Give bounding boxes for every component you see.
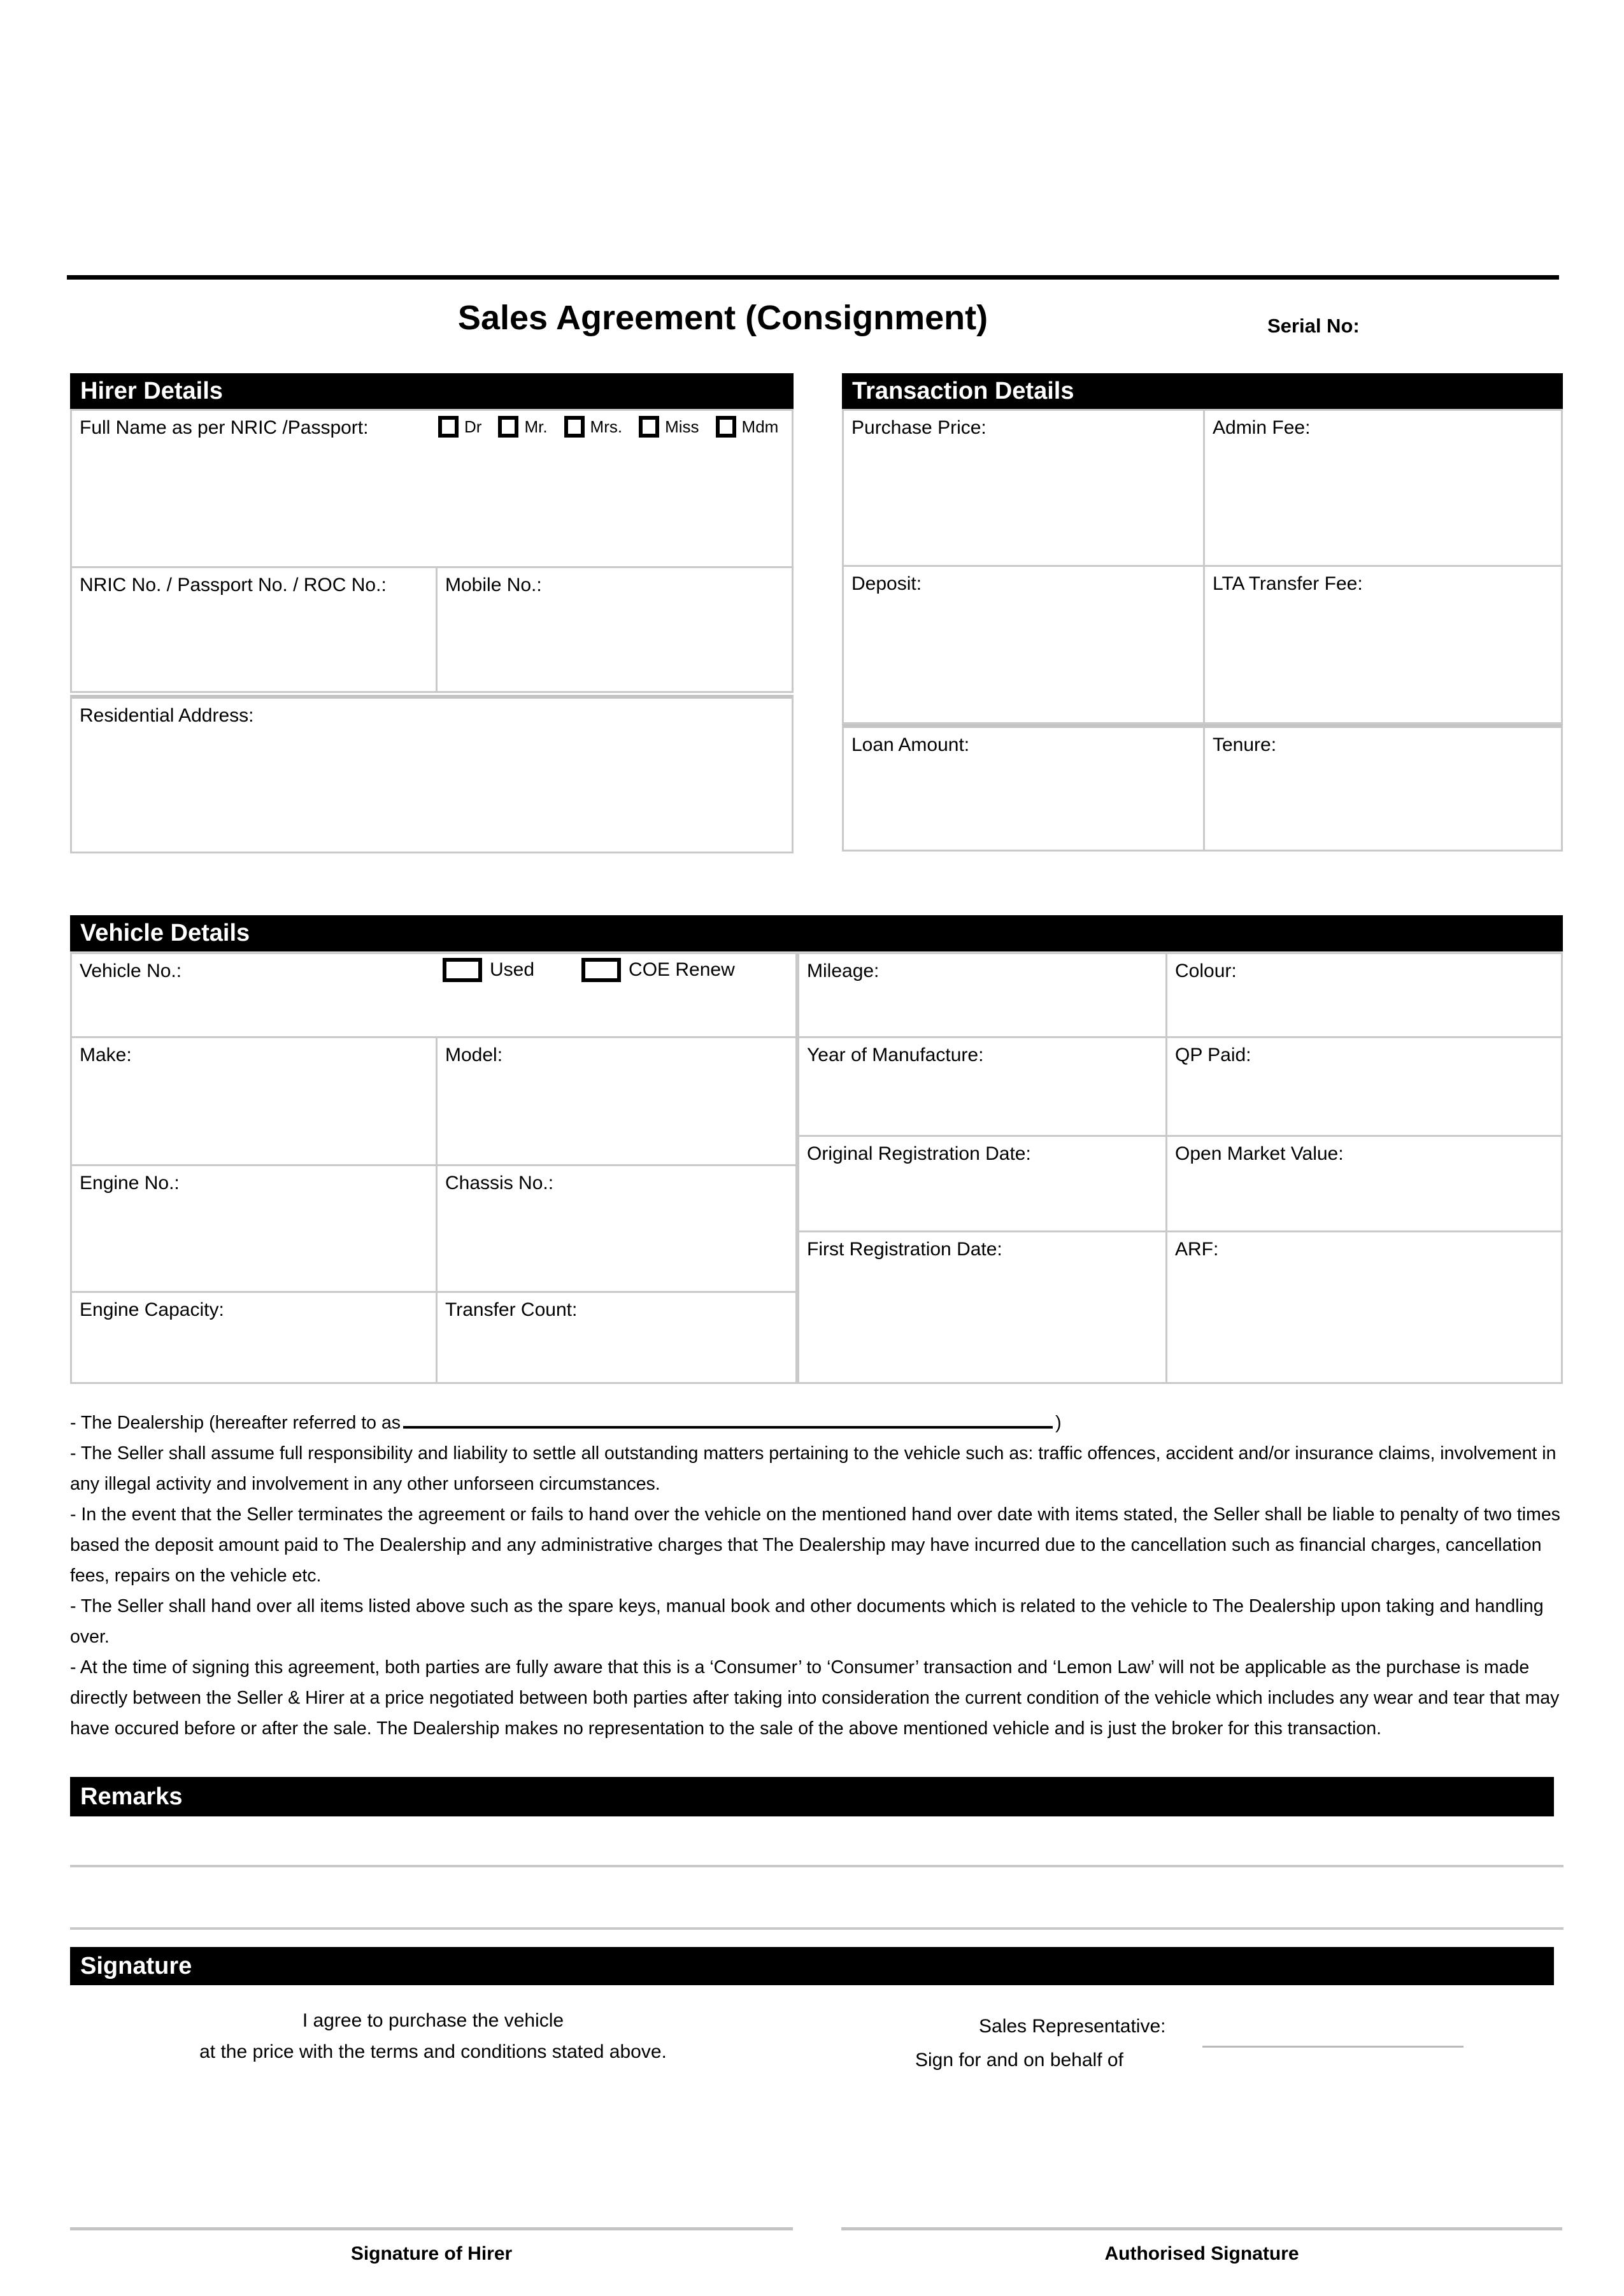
sign-behalf-label: Sign for and on behalf of	[915, 2050, 1123, 2071]
vehicle-details-header: Vehicle Details	[70, 915, 1563, 952]
deposit-cell[interactable]	[842, 565, 1205, 724]
checkbox-icon[interactable]	[716, 416, 736, 438]
mobile-label: Mobile No.:	[445, 574, 542, 595]
full-name-label: Full Name as per NRIC /Passport:	[80, 417, 369, 438]
vehicle-no-label: Vehicle No.:	[80, 960, 182, 981]
terms-clause-3: - The Seller shall hand over all items listed above such as the spare keys, manual book and other documents which is related to the vehicle to The Dealership upon taking and handling over.	[70, 1596, 1544, 1647]
salutation-option-mr[interactable]	[498, 416, 547, 438]
remarks-rule-1[interactable]	[70, 1865, 1563, 1867]
page-title: Sales Agreement (Consignment)	[457, 299, 988, 337]
checkbox-icon[interactable]	[443, 958, 482, 982]
chassis-no-cell[interactable]	[436, 1164, 797, 1293]
transaction-details-header: Transaction Details	[842, 373, 1563, 410]
salutation-option-miss[interactable]	[639, 416, 699, 438]
condition-option-used[interactable]	[443, 958, 534, 982]
signature-header: Signature	[70, 1947, 1554, 1985]
mileage-label: Mileage:	[807, 960, 880, 981]
residential-address-cell[interactable]	[70, 695, 794, 853]
salutation-option-mrs[interactable]	[564, 416, 623, 438]
transfer-count-label: Transfer Count:	[445, 1299, 578, 1320]
sales-representative-line[interactable]	[1202, 2046, 1464, 2048]
agree-line-2: at the price with the terms and conditions stated above.	[199, 2041, 667, 2062]
model-label: Model:	[445, 1045, 503, 1066]
lta-transfer-fee-label: LTA Transfer Fee:	[1213, 573, 1363, 594]
mileage-cell[interactable]	[797, 952, 1167, 1038]
engine-no-label: Engine No.:	[80, 1173, 180, 1194]
sales-representative-label: Sales Representative:	[979, 2016, 1166, 2037]
salutation-option-dr[interactable]	[438, 416, 481, 438]
terms-and-conditions	[70, 1404, 1563, 1744]
loan-amount-cell[interactable]	[842, 724, 1205, 852]
salutation-option-mdm[interactable]	[716, 416, 779, 438]
checkbox-icon[interactable]	[639, 416, 659, 438]
full-name-cell[interactable]	[70, 409, 794, 568]
terms-clause-2: - In the event that the Seller terminates the agreement or fails to hand over the vehicle on the mentioned hand over date with items stated, the Seller shall be liable to penalty of two times based the deposit amount paid to The Dealership and any administrative charges that The Dealership may have incurred due to the cancellation such as financial charges, cancellation fees, repairs on the vehicle etc.	[70, 1504, 1560, 1586]
qp-paid-cell[interactable]	[1165, 1036, 1563, 1137]
make-label: Make:	[80, 1045, 132, 1066]
qp-paid-label: QP Paid:	[1175, 1045, 1251, 1066]
mobile-cell[interactable]	[436, 566, 794, 693]
hirer-details-header: Hirer Details	[70, 373, 794, 410]
checkbox-icon[interactable]	[581, 958, 621, 982]
first-registration-date-label: First Registration Date:	[807, 1239, 1002, 1260]
remarks-rule-2[interactable]	[70, 1927, 1563, 1930]
engine-capacity-label: Engine Capacity:	[80, 1299, 224, 1320]
engine-no-cell[interactable]	[70, 1164, 438, 1293]
purchase-agreement-statement	[115, 2005, 751, 2067]
agree-line-1: I agree to purchase the vehicle	[302, 2010, 564, 2031]
authorised-signature-caption: Authorised Signature	[1104, 2243, 1299, 2264]
hirer-signature-line[interactable]	[70, 2227, 793, 2230]
dealership-clause	[70, 1404, 1563, 1438]
dealership-name-blank[interactable]	[403, 1404, 1053, 1429]
admin-fee-cell[interactable]	[1203, 409, 1563, 567]
salutation-label-miss: Miss	[665, 417, 699, 436]
open-market-value-label: Open Market Value:	[1175, 1143, 1344, 1164]
salutation-label-dr: Dr	[464, 417, 482, 436]
arf-label: ARF:	[1175, 1239, 1219, 1260]
colour-cell[interactable]	[1165, 952, 1563, 1038]
signature-of-hirer-caption: Signature of Hirer	[350, 2243, 513, 2264]
salutation-label-mr: Mr.	[524, 417, 548, 436]
residential-address-label: Residential Address:	[80, 705, 254, 726]
checkbox-icon[interactable]	[564, 416, 585, 438]
vehicle-condition-checkbox-group	[443, 958, 735, 982]
terms-clause-4: - At the time of signing this agreement, both parties are fully aware that this is a ‘Consumer’ to ‘Consumer’ transaction and ‘Lemon Law’ will not be applicable as the purchase is made directly between the Seller & Hirer at a price negotiated between both parties after taking into consideration the current condition of the vehicle which includes any wear and tear that may have occured before or after the sale. The Dealership makes no representation to the sale of the above mentioned vehicle and is just the broker for this transaction.	[70, 1657, 1560, 1739]
arf-cell[interactable]	[1165, 1230, 1563, 1384]
transfer-count-cell[interactable]	[436, 1291, 797, 1384]
salutation-label-mrs: Mrs.	[590, 417, 623, 436]
tenure-cell[interactable]	[1203, 724, 1563, 852]
admin-fee-label: Admin Fee:	[1213, 417, 1311, 438]
first-registration-date-cell[interactable]	[797, 1230, 1167, 1384]
dealership-clause-prefix: - The Dealership (hereafter referred to as	[70, 1413, 401, 1433]
condition-label-coe-renew: COE Renew	[629, 959, 735, 980]
original-registration-date-label: Original Registration Date:	[807, 1143, 1031, 1164]
chassis-no-label: Chassis No.:	[445, 1173, 554, 1194]
loan-amount-label: Loan Amount:	[851, 734, 970, 755]
nric-cell[interactable]	[70, 566, 438, 693]
make-cell[interactable]	[70, 1036, 438, 1166]
salutation-label-mdm: Mdm	[741, 417, 779, 436]
model-cell[interactable]	[436, 1036, 797, 1166]
condition-label-used: Used	[490, 959, 535, 980]
condition-option-coe-renew[interactable]	[581, 958, 735, 982]
salutation-checkbox-group	[438, 416, 778, 438]
tenure-label: Tenure:	[1213, 734, 1277, 755]
purchase-price-label: Purchase Price:	[851, 417, 987, 438]
engine-capacity-cell[interactable]	[70, 1291, 438, 1384]
purchase-price-cell[interactable]	[842, 409, 1205, 567]
serial-no-label: Serial No:	[1267, 315, 1360, 337]
authorised-signature-line[interactable]	[841, 2227, 1562, 2230]
dealership-clause-suffix: )	[1055, 1413, 1062, 1433]
vehicle-no-cell[interactable]	[70, 952, 797, 1038]
checkbox-icon[interactable]	[498, 416, 518, 438]
terms-clause-1: - The Seller shall assume full responsibility and liability to settle all outstanding matters pertaining to the vehicle such as: traffic offences, accident and/or insurance claims, involvement in any illegal activity and involvement in any other unforseen circumstances.	[70, 1443, 1556, 1494]
open-market-value-cell[interactable]	[1165, 1135, 1563, 1232]
lta-transfer-fee-cell[interactable]	[1203, 565, 1563, 724]
deposit-label: Deposit:	[851, 573, 922, 594]
remarks-header: Remarks	[70, 1777, 1554, 1816]
original-registration-date-cell[interactable]	[797, 1135, 1167, 1232]
year-of-manufacture-label: Year of Manufacture:	[807, 1045, 984, 1066]
nric-label: NRIC No. / Passport No. / ROC No.:	[80, 574, 387, 595]
colour-label: Colour:	[1175, 960, 1237, 981]
year-of-manufacture-cell[interactable]	[797, 1036, 1167, 1137]
top-rule	[67, 275, 1559, 280]
checkbox-icon[interactable]	[438, 416, 459, 438]
